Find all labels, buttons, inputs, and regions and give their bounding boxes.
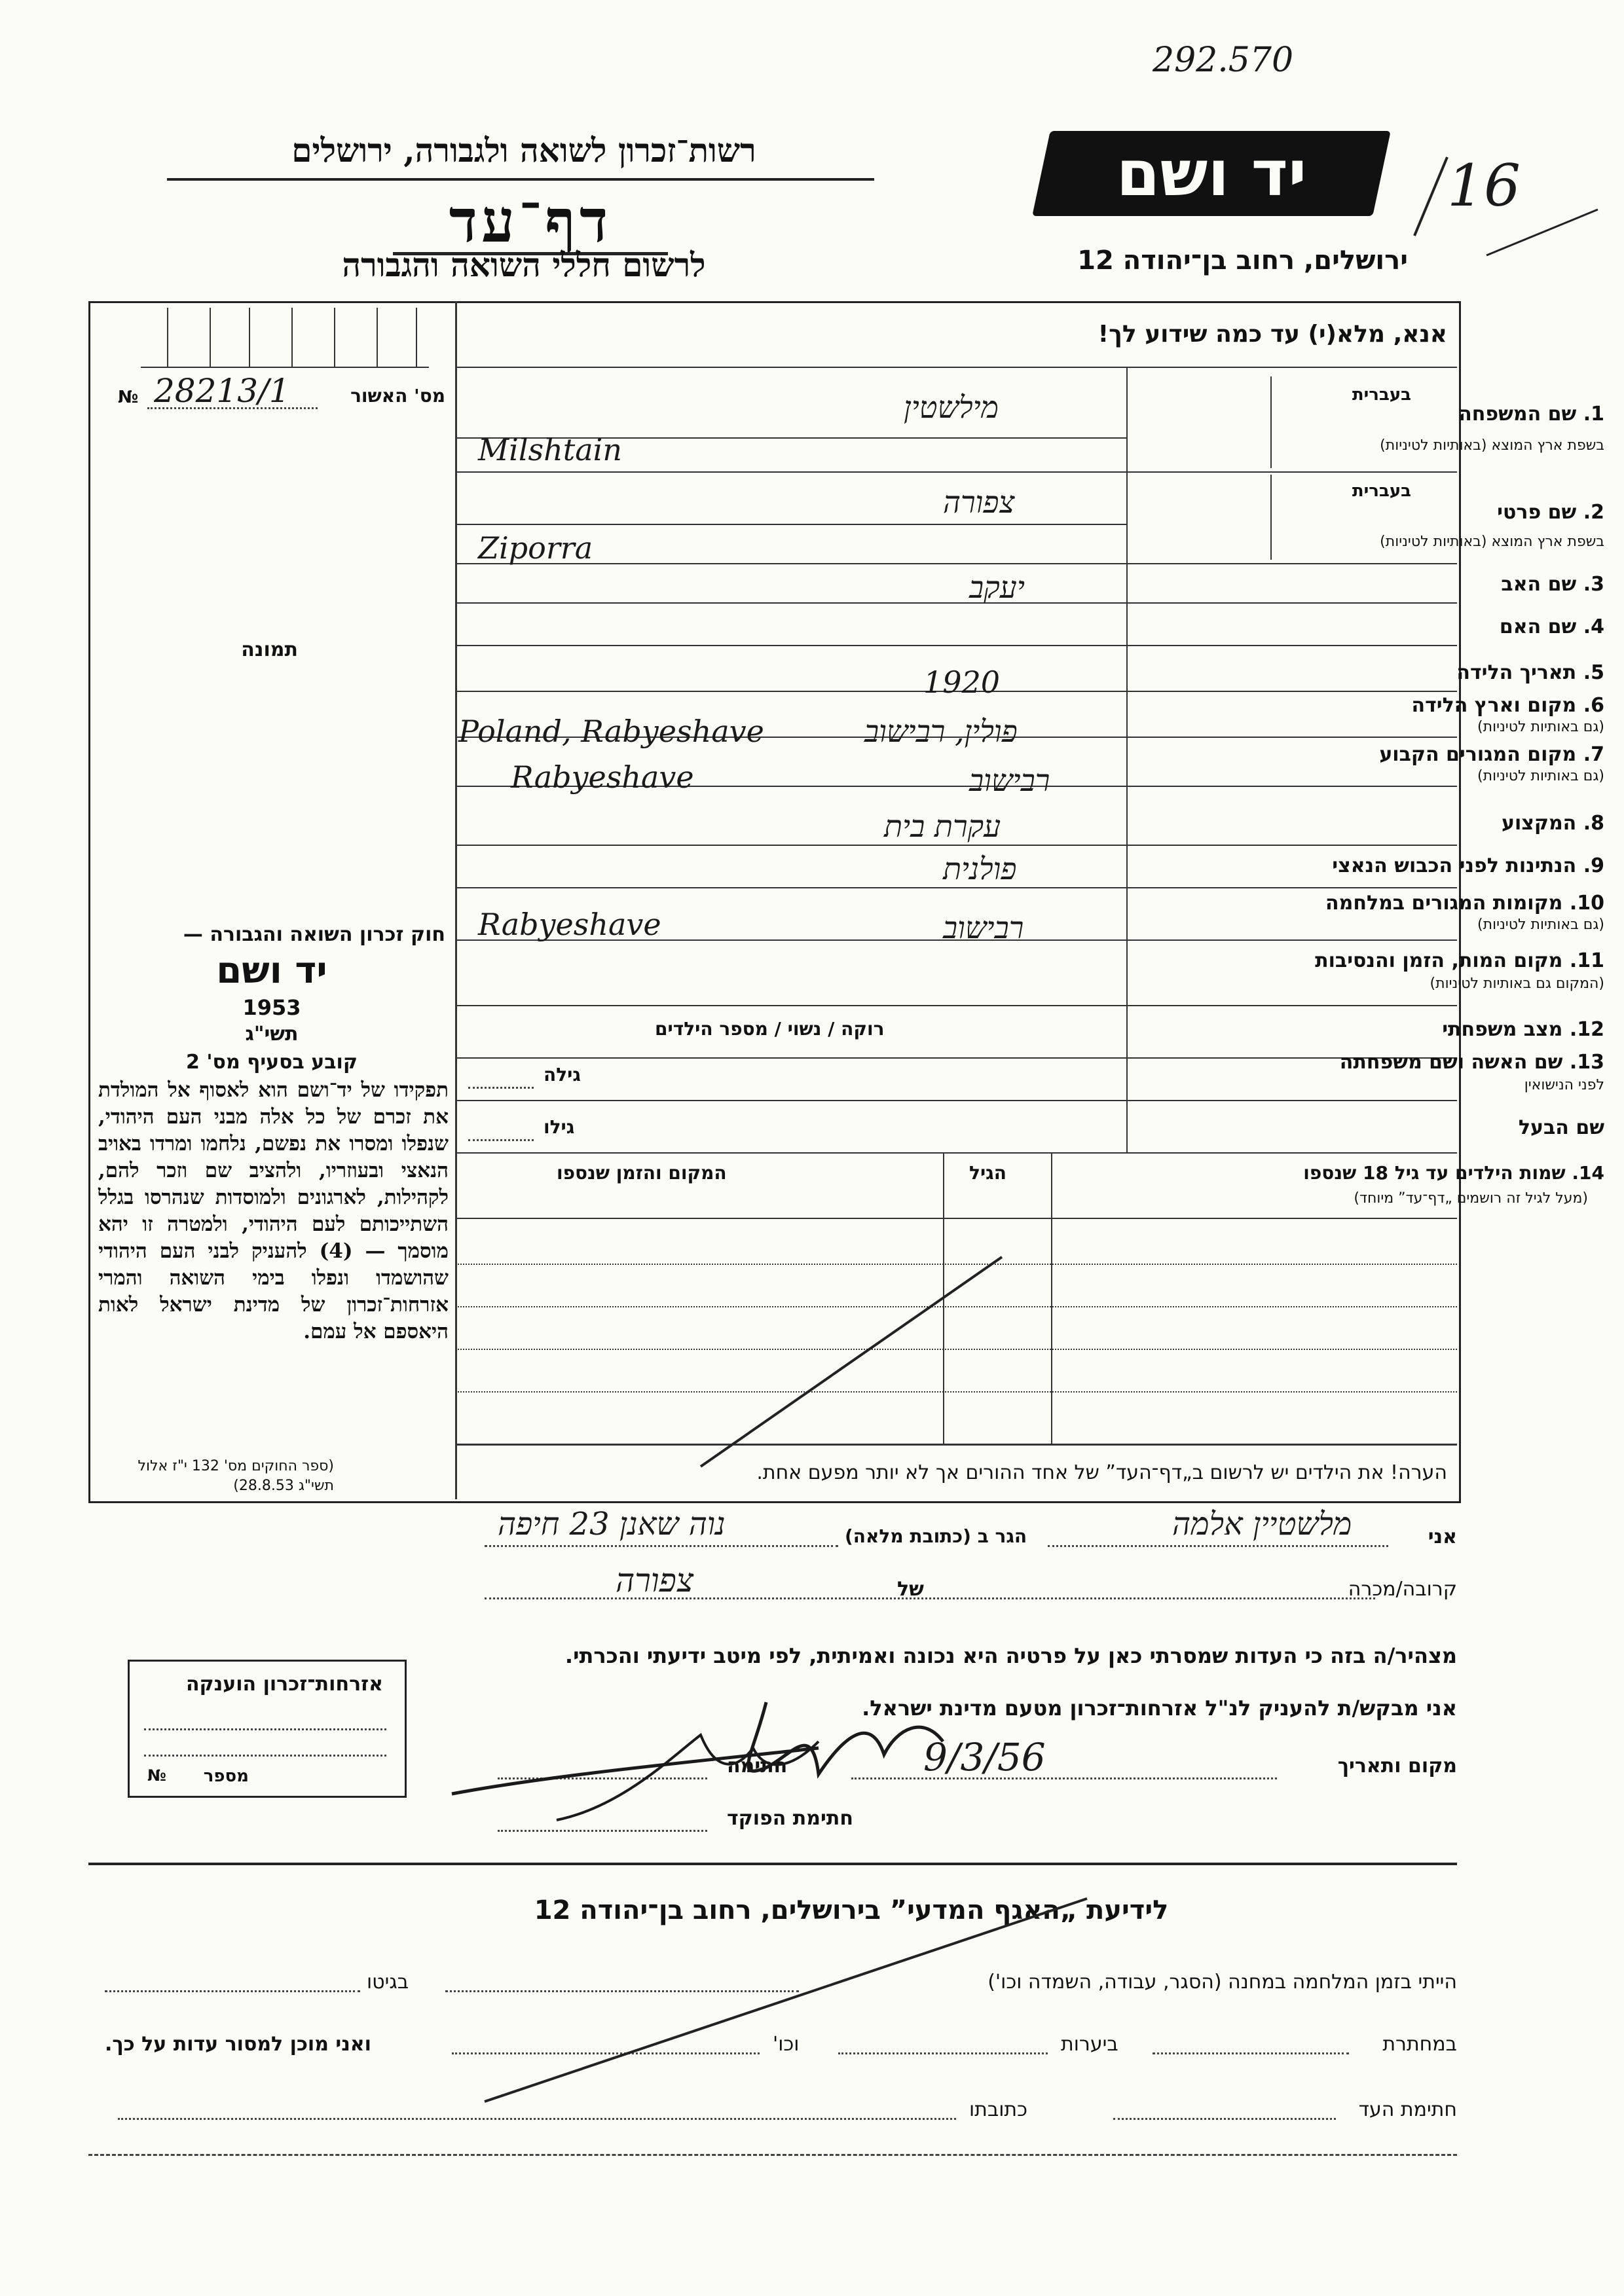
citizenship-no-sign: № (147, 1766, 166, 1785)
declarant-name: מלשטיין אלמה (1172, 1506, 1352, 1542)
ghetto-line (105, 1990, 360, 1992)
wife-age-label: גילה (544, 1064, 581, 1085)
instruction-text: אנא, מלא(י) עד כמה שידוע לך! (1098, 321, 1447, 348)
address-label: הגר ב (כתובת מלאה) (845, 1525, 1027, 1547)
form-subtitle: לרשום חללי השואה והגבורה (342, 246, 706, 284)
husband-age-label: גילו (544, 1116, 575, 1138)
citizenship-number-label: מספר (203, 1766, 249, 1786)
field-1-latin-tag: בשפת ארץ המוצא (באותיות לטיניות) (1380, 437, 1604, 454)
field-11-note: (המקום גם באותיות לטיניות) (1430, 975, 1604, 992)
ready-label: ואני מוכן למסור עדות על כך. (105, 2033, 371, 2056)
left-column-divider (455, 301, 457, 1499)
citizenship-line-2 (144, 1755, 386, 1757)
law-year: 1953 (242, 995, 301, 1020)
yad-vashem-logo (1032, 131, 1391, 216)
field-4-label: 4. שם האם (1499, 615, 1604, 638)
field-7-value-latin: Rabyeshave (511, 759, 694, 795)
declaration-request: אני מבקש/ת להעניק לנ"ל אזרחות־זכרון מטעם מדינת ישראל. (862, 1696, 1457, 1721)
of-label: של (897, 1578, 924, 1601)
field-5-label: 5. תאריך הלידה (1456, 661, 1604, 684)
bottom-border (88, 2154, 1457, 2156)
field-8-label: 8. המקצוע (1501, 812, 1604, 835)
witness-signature-label: חתימת העד (1358, 2098, 1457, 2121)
citizenship-title: אזרחות־זכרון הוענקה (185, 1673, 383, 1696)
form-title: דף־עד (449, 187, 612, 256)
field-7-label: 7. מקום המגורים הקבוע (1379, 743, 1604, 766)
field-7-value-hebrew: רבישוב (969, 763, 1050, 798)
section-separator (88, 1863, 1457, 1865)
field-14-label: 14. שמות הילדים עד גיל 18 שנספו (1303, 1162, 1604, 1184)
field-11-label: 11. מקום המות, הזמן והנסיבות (1315, 949, 1604, 972)
corner-stroke (1408, 131, 1604, 262)
husband-label: שם הבעל (1518, 1116, 1604, 1139)
field-6-label: 6. מקום וארץ הלידה (1411, 694, 1604, 717)
field-9-label: 9. הנתינות לפני הכבוש הנאצי (1332, 854, 1604, 877)
instruction-row-bottom (455, 367, 1457, 368)
camp-line-text: הייתי בזמן המלחמה במחנה (הסגר, עבודה, השמדה וכו') (987, 1971, 1457, 1994)
field-1-hebrew-tag: בעברית (1352, 385, 1411, 405)
children-place-column: המקום והזמן שנספו (557, 1162, 727, 1184)
place-date-label: מקום ותאריך (1337, 1755, 1457, 1777)
law-title: חוק זכרון השואה והגבורה — (183, 923, 445, 946)
archive-reference: 292.570 (1153, 41, 1294, 80)
header-address: ירושלים, רחוב בן־יהודה 12 (1077, 246, 1408, 276)
law-body: תפקידו של יד־ושם הוא לאסוף אל המולדת את זכרם של כל אלה מבני העם היהודי, שנפלו ומסרו את נפשם, נלחמו ומרדו באויב הנאצי ובעוזריו, ולהציב שם וזכר להם, לקהילות, לארגונים ולמוסדות שנהרסו בגלל השתייכותם לעם היהודי, ולמטרה זו יהא מוסמך — (4) להעניק לבני העם היהודי שהושמדו ונפלו בימי השואה והמרי אזרחות־זכרון של מדינת ישראל לאות היאספם אל עמם. (98, 1078, 449, 1343)
signature-label: חתימה (727, 1755, 788, 1777)
field-9-value: פולנית (943, 851, 1017, 886)
law-hebrew-year: תשי"ג (245, 1023, 299, 1046)
field-3-value: יעקב (969, 570, 1025, 605)
field-7-note: (גם באותיות לטיניות) (1477, 768, 1604, 784)
bottom-diagonal-strike (445, 1886, 1100, 2121)
relation-line (485, 1597, 1375, 1599)
field-13-label: 13. שם האשה ושם משפחתה (1339, 1051, 1604, 1074)
field-2-value-hebrew: צפורה (943, 484, 1015, 520)
field-2-label: 2. שם פרטי (1497, 501, 1604, 524)
citizenship-line-1 (144, 1728, 386, 1730)
law-name: יד ושם (216, 949, 327, 992)
remark-text: הערה! את הילדים יש לרשום ב„דף־העד” של אחד ההורים אך לא יותר מפעם אחת. (756, 1461, 1447, 1484)
date-value: 9/3/56 (923, 1735, 1046, 1779)
field-6-value-hebrew: פולין, רבישוב (864, 714, 1018, 749)
field-13-note: לפני הנישואין (1524, 1077, 1604, 1093)
etc-label: וכו' (773, 2033, 800, 2056)
field-10-note: (גם באותיות לטיניות) (1477, 917, 1604, 933)
forests-label: ביערות (1061, 2033, 1118, 2056)
field-2-hebrew-tag: בעברית (1352, 481, 1411, 501)
logo-text: יד ושם (1116, 137, 1307, 210)
wife-age-line (468, 1087, 534, 1089)
field-10-label: 10. מקומות המגורים במלחמה (1325, 892, 1604, 915)
corner-mark: 16 (1447, 152, 1521, 219)
official-signature-label: חתימת הפוקד (727, 1807, 853, 1830)
children-table-strike (688, 1244, 1015, 1480)
field-2-latin-tag: בשפת ארץ המוצא (באותיות לטיניות) (1380, 534, 1604, 550)
relation-label: קרובה/מכרה (1348, 1578, 1457, 1601)
declaration-i-label: אני (1428, 1525, 1457, 1548)
field-8-value: עקרת בית (884, 809, 1001, 844)
photo-label: תמונה (241, 638, 298, 661)
field-12-options: רוקה / נשוי / מספר הילדים (655, 1018, 885, 1040)
field-5-value: 1920 (923, 665, 1001, 700)
underground-line (1153, 2052, 1349, 2054)
field-1-value-hebrew: מילשטין (904, 390, 999, 425)
approval-number-line (147, 407, 318, 409)
field-1-label: 1. שם המשפחה (1458, 403, 1604, 426)
husband-age-line (468, 1139, 534, 1141)
label-column-divider (1126, 367, 1128, 1152)
address-value: נוה שאנן 23 חיפה (498, 1506, 726, 1542)
authority-underline (167, 178, 874, 181)
field-2-value-latin: Ziporra (478, 530, 593, 566)
bottom-title: לידיעת „האגף המדעי” בירושלים, רחוב בן־יהודה 12 (534, 1895, 1169, 1925)
authority-name: רשות־זכרון לשואה ולגבורה, ירושלים (291, 131, 756, 170)
approval-number-value: 28213/1 (154, 372, 290, 410)
field-1-value-latin: Milshtain (478, 432, 623, 467)
relation-value: צפורה (616, 1561, 694, 1599)
declaration-statement: מצהיר/ה בזה כי העדות שמסרתי כאן על פרטיה היא נכונה ואמיתית, לפי מיטב ידיעתי והכרתי. (564, 1643, 1457, 1668)
declarant-signature (426, 1676, 963, 1833)
ghetto-label: בגיטו (367, 1971, 409, 1994)
approval-no-sign: № (118, 388, 139, 407)
field-10-value-latin: Rabyeshave (478, 907, 661, 942)
field-6-note: (גם באותיות לטיניות) (1477, 719, 1604, 735)
approval-number-label: מס' האשור (350, 385, 445, 407)
field-14-note: (מעל לגיל זה רושמים „דף־עד” מיוחד) (1354, 1190, 1588, 1207)
field-6-value-latin: Poland, Rabyeshave (458, 714, 764, 749)
declarant-line (1048, 1545, 1388, 1547)
field-10-value-hebrew: רבישוב (943, 910, 1024, 945)
witness-signature-line (1113, 2118, 1336, 2120)
underground-label: במחתרת (1382, 2033, 1457, 2056)
law-section: קובע בסעיף מס' 2 (186, 1051, 358, 1074)
address-line (485, 1545, 838, 1547)
law-reference: (ספר החוקים מס' 132 י"ז אלול תשי"ג 28.8.53) (138, 1458, 334, 1494)
witness-address-label: כתובתו (969, 2098, 1027, 2121)
children-age-column: הגיל (969, 1162, 1006, 1184)
field-3-label: 3. שם האב (1501, 573, 1604, 596)
field-12-label: 12. מצב משפחתי (1442, 1018, 1604, 1041)
